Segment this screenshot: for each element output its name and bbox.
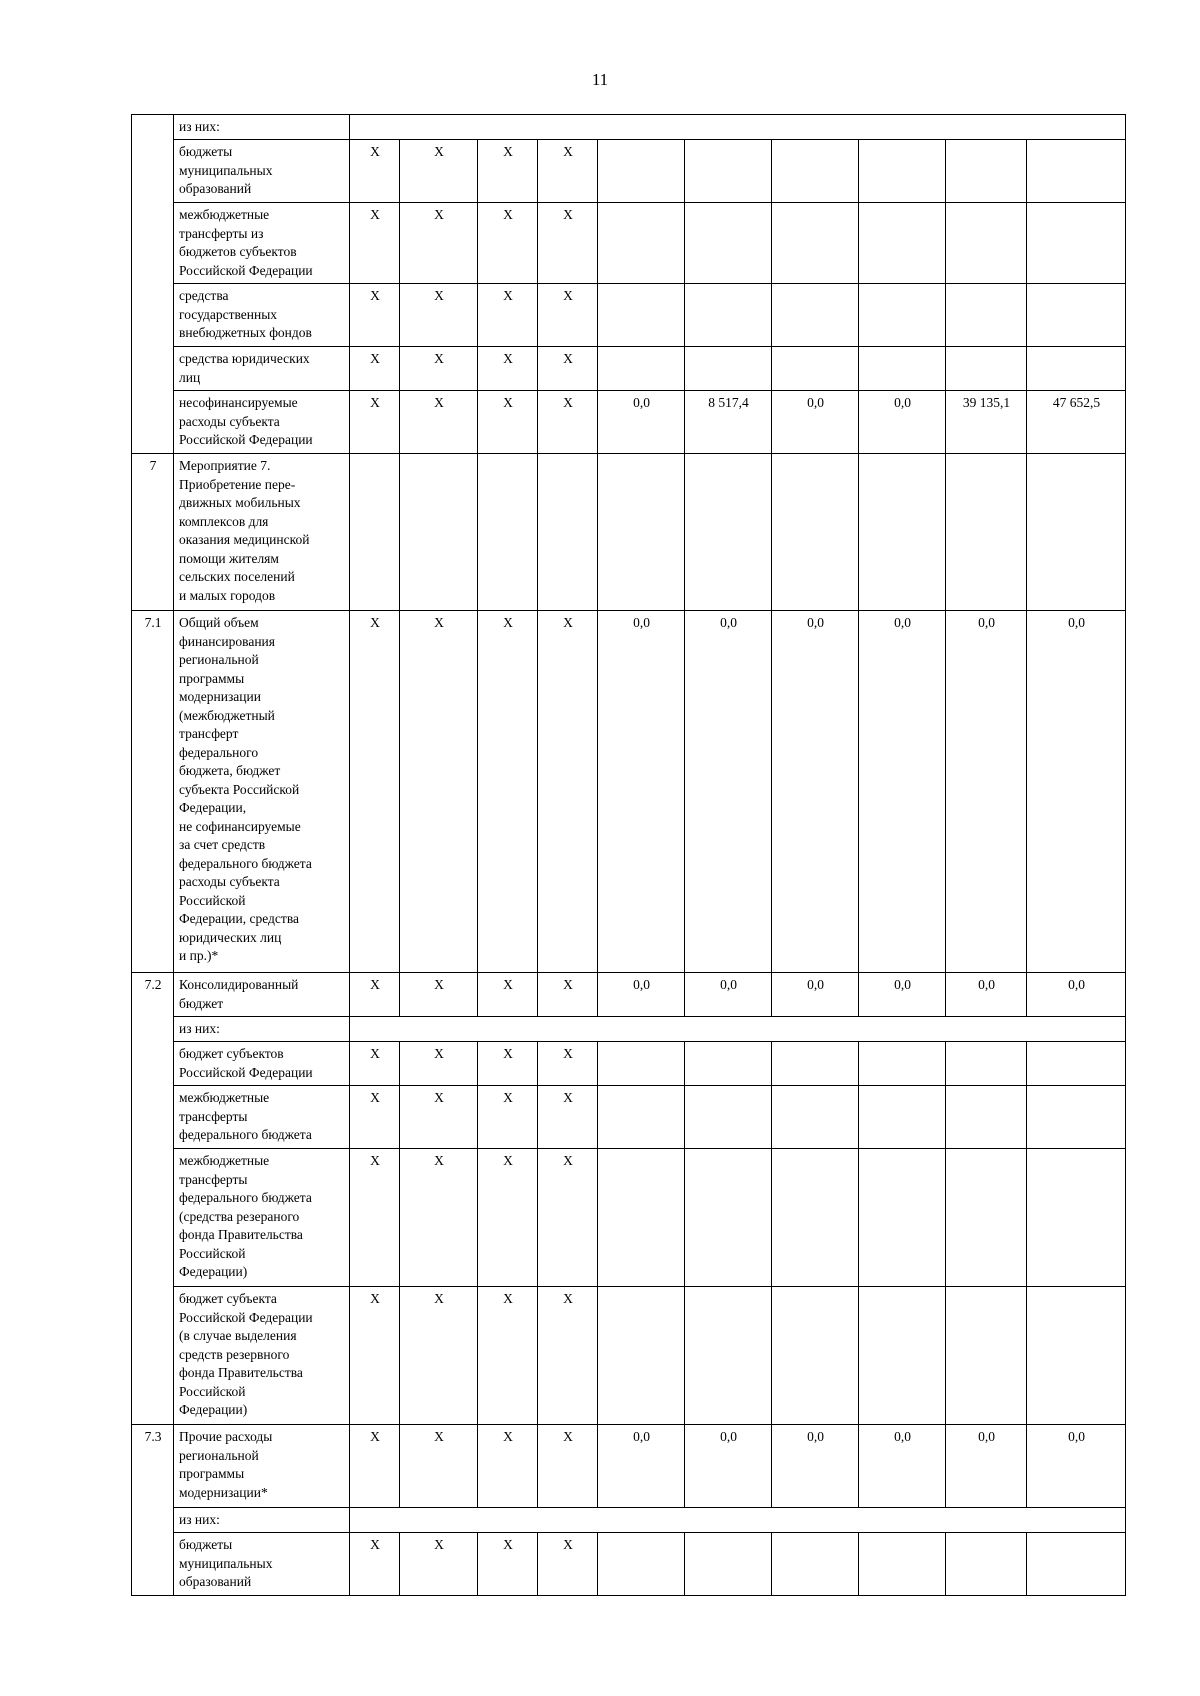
table-row [132,973,1126,1017]
value-cell [598,140,685,203]
value-cell [859,284,946,347]
value-cell [685,1149,772,1287]
x-mark-cell: X [400,973,478,1017]
row-number-cell: 7.2 [132,973,174,1425]
financing-table [131,114,1126,1596]
empty-cell [400,454,478,611]
value-cell: 47 652,5 [1027,391,1126,454]
x-mark-cell: X [400,347,478,391]
x-mark-cell: X [478,391,538,454]
x-mark-cell: X [538,1533,598,1596]
x-mark-cell: X [478,1042,538,1086]
table-row [132,140,1126,203]
value-cell [685,1086,772,1149]
row-label-cell: средства государственных внебюджетных фондов [174,284,350,347]
x-mark-cell: X [350,284,400,347]
x-mark-cell: X [400,391,478,454]
table-row [132,203,1126,284]
table-row [132,611,1126,973]
row-label-cell: Мероприятие 7. Приобретение пере- движных мобильных комплексов для оказания медицинской помощи жителям сельских поселений и малых городов [174,454,350,611]
empty-cell [859,454,946,611]
value-cell [946,1149,1027,1287]
value-cell: 0,0 [946,973,1027,1017]
x-mark-cell: X [400,1425,478,1508]
x-mark-cell: X [538,973,598,1017]
x-mark-cell: X [538,1042,598,1086]
x-mark-cell: X [400,1287,478,1425]
x-mark-cell: X [400,1533,478,1596]
value-cell [1027,140,1126,203]
value-cell [946,1086,1027,1149]
x-mark-cell: X [350,1425,400,1508]
value-cell [772,1149,859,1287]
empty-merged-cell [350,1508,1126,1533]
row-label-cell: межбюджетные трансферты федерального бюджета [174,1086,350,1149]
table-row [132,115,1126,140]
x-mark-cell: X [538,1425,598,1508]
value-cell [598,1533,685,1596]
value-cell [946,284,1027,347]
value-cell: 0,0 [598,611,685,973]
value-cell [598,203,685,284]
value-cell: 0,0 [859,973,946,1017]
value-cell [772,284,859,347]
x-mark-cell: X [350,1149,400,1287]
x-mark-cell: X [350,1086,400,1149]
x-mark-cell: X [478,611,538,973]
x-mark-cell: X [538,140,598,203]
x-mark-cell: X [478,203,538,284]
value-cell [1027,1533,1126,1596]
x-mark-cell: X [478,973,538,1017]
x-mark-cell: X [538,1086,598,1149]
value-cell [685,284,772,347]
value-cell [859,1533,946,1596]
value-cell [685,1042,772,1086]
x-mark-cell: X [478,347,538,391]
value-cell: 0,0 [1027,973,1126,1017]
empty-merged-cell [350,115,1126,140]
value-cell [685,140,772,203]
x-mark-cell: X [538,1287,598,1425]
row-label-cell: межбюджетные трансферты федерального бюджета (средства резераного фонда Правительства Российской Федерации) [174,1149,350,1287]
value-cell: 0,0 [859,1425,946,1508]
value-cell: 0,0 [772,973,859,1017]
row-label-cell: бюджет субъектов Российской Федерации [174,1042,350,1086]
row-label-cell: Общий объем финансирования региональной программы модернизации (межбюджетный трансферт федерального бюджета, бюджет субъекта Российской Федерации, не софинансируемые за счет средств федерального бюджета расходы субъекта Российской Федерации, средства юридических лиц и пр.)* [174,611,350,973]
value-cell: 0,0 [946,1425,1027,1508]
value-cell [598,284,685,347]
row-label-cell: бюджет субъекта Российской Федерации (в случае выделения средств резервного фонда Правительства Российской Федерации) [174,1287,350,1425]
value-cell: 0,0 [1027,611,1126,973]
value-cell [946,140,1027,203]
x-mark-cell: X [538,391,598,454]
value-cell: 0,0 [598,1425,685,1508]
x-mark-cell: X [538,611,598,973]
value-cell [598,1149,685,1287]
x-mark-cell: X [350,347,400,391]
row-label-cell: Прочие расходы региональной программы модернизации* [174,1425,350,1508]
value-cell [598,1287,685,1425]
empty-merged-cell [350,1017,1126,1042]
value-cell [685,1533,772,1596]
table-row [132,1508,1126,1533]
x-mark-cell: X [400,140,478,203]
x-mark-cell: X [350,1533,400,1596]
value-cell [1027,347,1126,391]
value-cell: 0,0 [598,391,685,454]
value-cell [1027,203,1126,284]
value-cell [1027,284,1126,347]
x-mark-cell: X [350,1287,400,1425]
value-cell [1027,1287,1126,1425]
row-label-cell: из них: [174,1508,350,1533]
row-label-cell: бюджеты муниципальных образований [174,1533,350,1596]
value-cell [859,1086,946,1149]
x-mark-cell: X [400,1086,478,1149]
empty-cell [772,454,859,611]
row-number-cell: 7 [132,454,174,611]
value-cell [946,1042,1027,1086]
empty-cell [350,454,400,611]
table-row [132,284,1126,347]
value-cell [859,347,946,391]
row-label-cell: несофинансируемые расходы субъекта Российской Федерации [174,391,350,454]
value-cell [598,1042,685,1086]
x-mark-cell: X [478,1086,538,1149]
value-cell: 39 135,1 [946,391,1027,454]
x-mark-cell: X [400,1149,478,1287]
empty-cell [946,454,1027,611]
value-cell [946,203,1027,284]
x-mark-cell: X [478,1149,538,1287]
x-mark-cell: X [478,284,538,347]
table-row [132,391,1126,454]
row-label-cell: межбюджетные трансферты из бюджетов субъектов Российской Федерации [174,203,350,284]
row-label-cell: средства юридических лиц [174,347,350,391]
value-cell [772,1042,859,1086]
x-mark-cell: X [400,611,478,973]
table-row [132,1287,1126,1425]
x-mark-cell: X [478,1533,538,1596]
value-cell: 0,0 [685,611,772,973]
row-number-cell: 7.3 [132,1425,174,1596]
value-cell [859,203,946,284]
value-cell [772,1287,859,1425]
value-cell: 0,0 [859,611,946,973]
x-mark-cell: X [350,391,400,454]
value-cell: 0,0 [859,391,946,454]
row-label-cell: бюджеты муниципальных образований [174,140,350,203]
x-mark-cell: X [350,140,400,203]
value-cell [772,1533,859,1596]
x-mark-cell: X [350,973,400,1017]
x-mark-cell: X [538,347,598,391]
x-mark-cell: X [350,611,400,973]
empty-cell [598,454,685,611]
value-cell [1027,1042,1126,1086]
x-mark-cell: X [478,1287,538,1425]
empty-cell [538,454,598,611]
table-row [132,1017,1126,1042]
x-mark-cell: X [538,1149,598,1287]
value-cell: 0,0 [1027,1425,1126,1508]
row-number-cell [132,115,174,454]
x-mark-cell: X [400,203,478,284]
row-number-cell: 7.1 [132,611,174,973]
value-cell [859,1042,946,1086]
value-cell [1027,1086,1126,1149]
value-cell [772,1086,859,1149]
value-cell [1027,1149,1126,1287]
table-row [132,1425,1126,1508]
value-cell [946,347,1027,391]
value-cell: 8 517,4 [685,391,772,454]
value-cell [598,347,685,391]
value-cell [859,140,946,203]
value-cell: 0,0 [772,611,859,973]
value-cell: 0,0 [772,1425,859,1508]
value-cell: 0,0 [685,1425,772,1508]
table-row [132,1533,1126,1596]
row-label-cell: Консолидированный бюджет [174,973,350,1017]
value-cell [685,1287,772,1425]
value-cell [685,203,772,284]
table-row [132,347,1126,391]
row-label-cell: из них: [174,115,350,140]
x-mark-cell: X [538,203,598,284]
empty-cell [1027,454,1126,611]
value-cell [946,1533,1027,1596]
value-cell: 0,0 [598,973,685,1017]
value-cell [598,1086,685,1149]
table-row [132,454,1126,611]
page-number: 11 [591,70,609,89]
value-cell [859,1287,946,1425]
empty-cell [478,454,538,611]
table-row [132,1149,1126,1287]
value-cell [772,347,859,391]
x-mark-cell: X [478,1425,538,1508]
value-cell [946,1287,1027,1425]
empty-cell [685,454,772,611]
row-label-cell: из них: [174,1017,350,1042]
value-cell: 0,0 [772,391,859,454]
value-cell: 0,0 [685,973,772,1017]
x-mark-cell: X [350,1042,400,1086]
x-mark-cell: X [350,203,400,284]
x-mark-cell: X [400,1042,478,1086]
value-cell [859,1149,946,1287]
value-cell: 0,0 [946,611,1027,973]
table-row [132,1042,1126,1086]
value-cell [685,347,772,391]
x-mark-cell: X [400,284,478,347]
x-mark-cell: X [478,140,538,203]
x-mark-cell: X [538,284,598,347]
table-row [132,1086,1126,1149]
value-cell [772,140,859,203]
value-cell [772,203,859,284]
